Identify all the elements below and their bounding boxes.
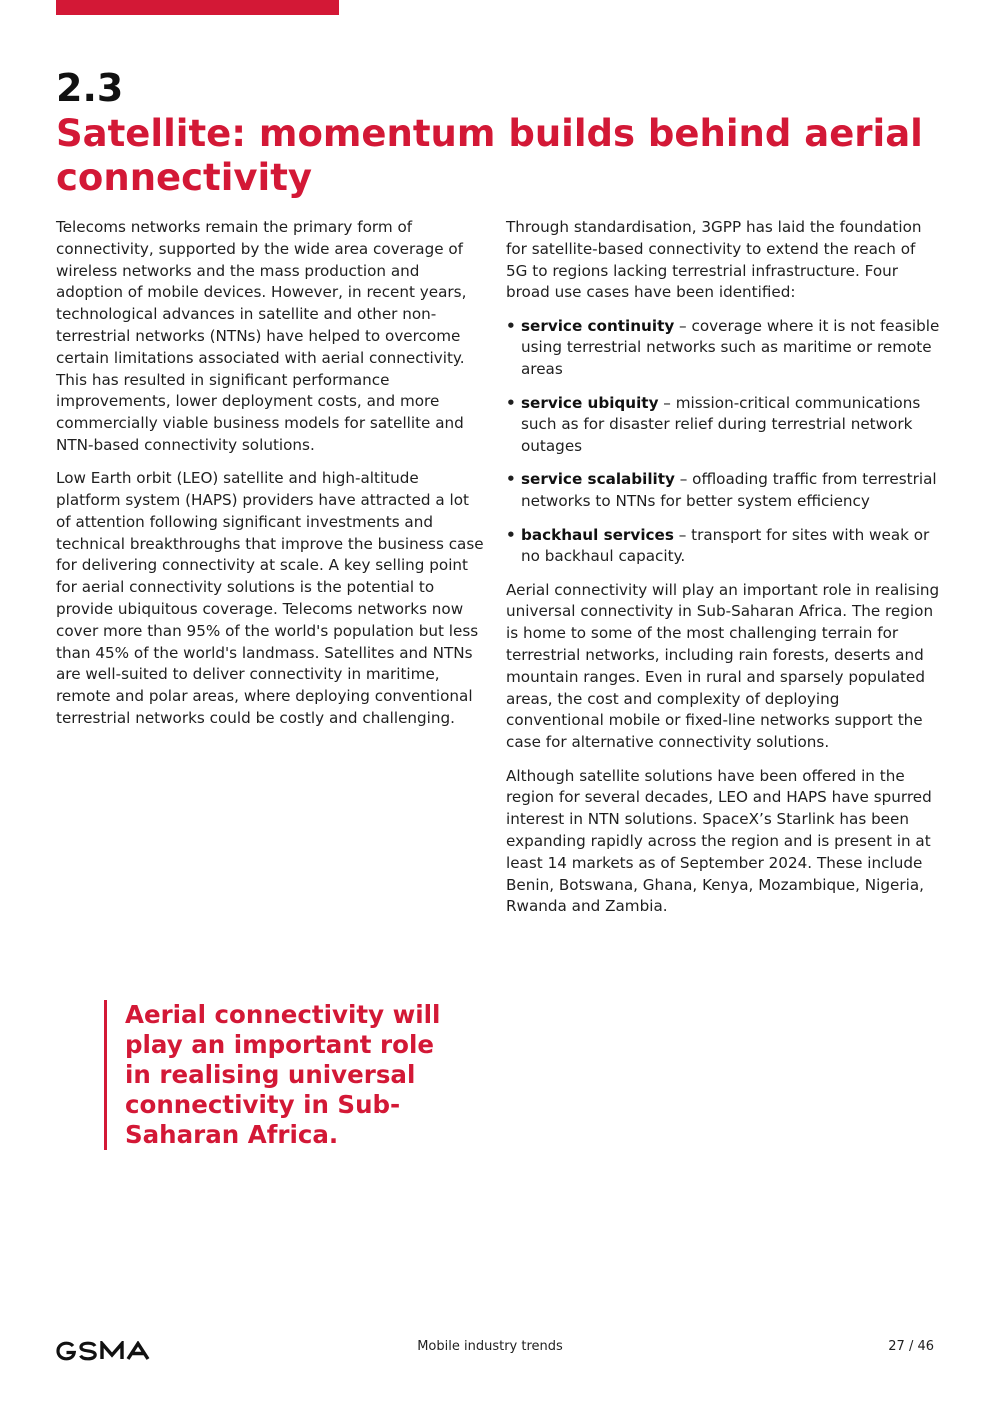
- section-title: Satellite: momentum builds behind aerial connectivity: [56, 112, 923, 199]
- bullet-icon: •: [506, 470, 516, 489]
- list-item: [506, 525, 940, 569]
- bullet-icon: •: [506, 316, 516, 335]
- pull-quote: Aerial connectivity will play an important role in realising universal connectivity in Sub-Saharan Africa.: [104, 1000, 444, 1150]
- use-case-list: [506, 316, 940, 568]
- list-item: [506, 393, 940, 458]
- bullet-text: – transport for sites with weak or no backhaul capacity.: [521, 525, 930, 566]
- bullet-icon: •: [506, 525, 516, 544]
- bullet-text: – mission-critical communications such as for disaster relief during terrestrial network outages: [521, 393, 921, 456]
- bullet-icon: •: [506, 393, 516, 412]
- bullet-text: – offloading traffic from terrestrial networks to NTNs for better system efficiency: [521, 470, 937, 511]
- bullet-term: backhaul services: [521, 525, 674, 544]
- left-column: [56, 217, 484, 741]
- body-paragraph: Telecoms networks remain the primary form of connectivity, supported by the wide area coverage of wireless networks and the mass production and adoption of mobile devices. However, in recent years, technological advances in satellite and other non-terrestrial networks (NTNs) have helped to overcome certain limitations associated with aerial connectivity. This has resulted in significant performance improvements, lower deployment costs, and more commercially viable business models for satellite and NTN-based connectivity solutions.: [56, 218, 467, 454]
- list-item: [506, 316, 940, 381]
- bullet-term: service scalability: [521, 470, 675, 489]
- bullet-term: service continuity: [521, 316, 675, 335]
- page-number: 27 / 46: [888, 1339, 934, 1354]
- list-item: [506, 469, 940, 513]
- body-paragraph: Although satellite solutions have been offered in the region for several decades, LEO and HAPS have spurred interest in NTN solutions. SpaceX’s Starlink has been expanding rapidly across the region and is present in at least 14 markets as of September 2024. These include Benin, Botswana, Ghana, Kenya, Mozambique, Nigeria, Rwanda and Zambia.: [506, 766, 932, 916]
- footer-title: Mobile industry trends: [417, 1339, 563, 1354]
- bullet-text: – coverage where it is not feasible using terrestrial networks such as maritime or remote areas: [521, 316, 940, 379]
- body-paragraph: Aerial connectivity will play an important role in realising universal connectivity in Sub-Saharan Africa. The region is home to some of the most challenging terrain for terrestrial networks, including rain forests, deserts and mountain ranges. Even in rural and sparsely populated areas, the cost and complexity of deploying conventional mobile or fixed-line networks support the case for alternative connectivity solutions.: [506, 580, 940, 752]
- intro-paragraph: Through standardisation, 3GPP has laid the foundation for satellite-based connectivity to extend the reach of 5G to regions lacking terrestrial infrastructure. Four broad use cases have been identified:: [506, 218, 922, 302]
- bullet-term: service ubiquity: [521, 393, 659, 412]
- top-accent-bar: [56, 0, 339, 15]
- section-number: 2.3: [56, 66, 124, 110]
- body-paragraph: Low Earth orbit (LEO) satellite and high-altitude platform system (HAPS) providers have attracted a lot of attention following significant investments and technical breakthroughs that improve the business case for delivering connectivity at scale. A key selling point for aerial connectivity solutions is the potential to provide ubiquitous coverage. Telecoms networks now cover more than 95% of the world's population but less than 45% of the world's landmass. Satellites and NTNs are well-suited to deliver connectivity in maritime, remote and polar areas, where deploying conventional terrestrial networks could be costly and challenging.: [56, 469, 484, 728]
- right-column: [506, 217, 940, 930]
